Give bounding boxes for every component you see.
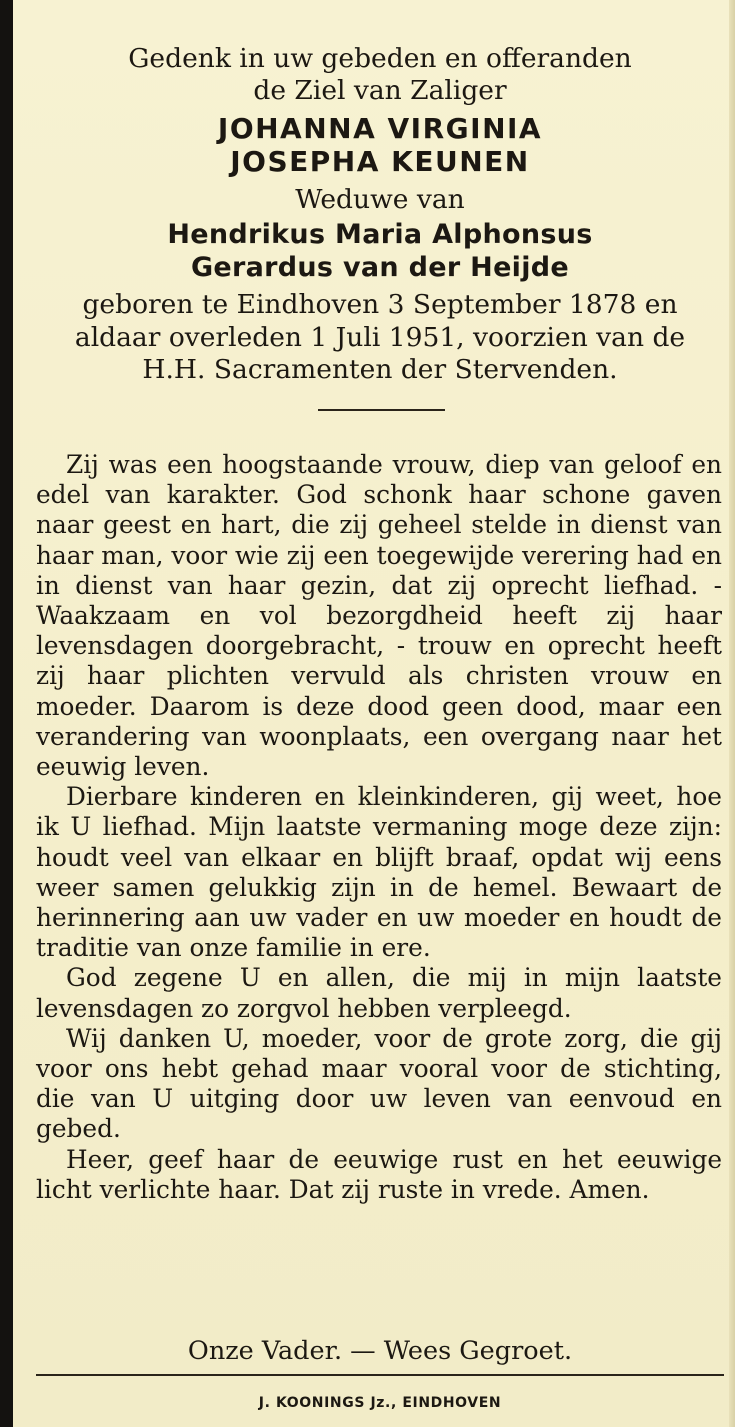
paragraph: Zij was een hoogstaande vrouw, diep van geloof en edel van karakter. God schonk haar schone gaven naar geest en hart, die zij geheel stelde in dienst van haar man, voor wie zij een toegewijde verering had en in dienst van haar gezin, dat zij oprecht liefhad. - Waakzaam en vol bezorgdheid heeft zij haar levensdagen doorgebracht, - trouw en oprecht heeft zij haar plichten vervuld als christen vrouw en moeder. Daarom is deze dood geen dood, maar een verandering van woonplaats, een overgang naar het eeuwig leven. <box>36 450 722 782</box>
dates-line-2: aldaar overleden 1 Juli 1951, voorzien van de <box>74 322 686 353</box>
dates-line-1: geboren te Eindhoven 3 September 1878 en <box>82 289 678 320</box>
divider-long <box>36 1374 724 1376</box>
deceased-name-line-2: JOSEPHA KEUNEN <box>230 145 530 178</box>
spouse-name-line-1: Hendrikus Maria Alphonsus <box>167 219 593 250</box>
divider-short <box>318 409 445 411</box>
card-left-edge <box>0 0 13 1427</box>
paragraph: Wij danken U, moeder, voor de grote zorg, die gij voor ons hebt gehad maar vooral voor de stichting, die van U uitging door uw leven van eenvoud en gebed. <box>36 1023 722 1144</box>
paragraph: Dierbare kinderen en kleinkinderen, gij weet, hoe ik U liefhad. Mijn laatste vermaning moge deze zijn: houdt veel van elkaar en blijft braaf, opdat wij eens weer samen gelukkig zijn in de hemel. Bewaart de herinnering aan uw vader en uw moeder en houdt de traditie van onze familie in ere. <box>36 782 722 963</box>
dates-line-3: H.H. Sacramenten der Stervenden. <box>142 354 618 385</box>
memorial-text <box>36 450 722 1205</box>
header-line-1: Gedenk in uw gebeden en offeranden <box>128 43 632 74</box>
closing-prayers: Onze Vader. — Wees Gegroet. <box>187 1336 573 1366</box>
deceased-name-line-1: JOHANNA VIRGINIA <box>217 112 543 145</box>
spouse-name-line-2: Gerardus van der Heijde <box>190 252 570 283</box>
relation-text: Weduwe van <box>295 184 465 215</box>
header-line-2: de Ziel van Zaliger <box>253 75 507 106</box>
paragraph: Heer, geef haar de eeuwige rust en het eeuwige licht verlichte haar. Dat zij ruste in vrede. Amen. <box>36 1144 722 1204</box>
paragraph: God zegene U en allen, die mij in mijn laatste levensdagen zo zorgvol hebben verpleegd. <box>36 963 722 1023</box>
printer-credit: J. KOONINGS Jz., EINDHOVEN <box>258 1395 502 1411</box>
